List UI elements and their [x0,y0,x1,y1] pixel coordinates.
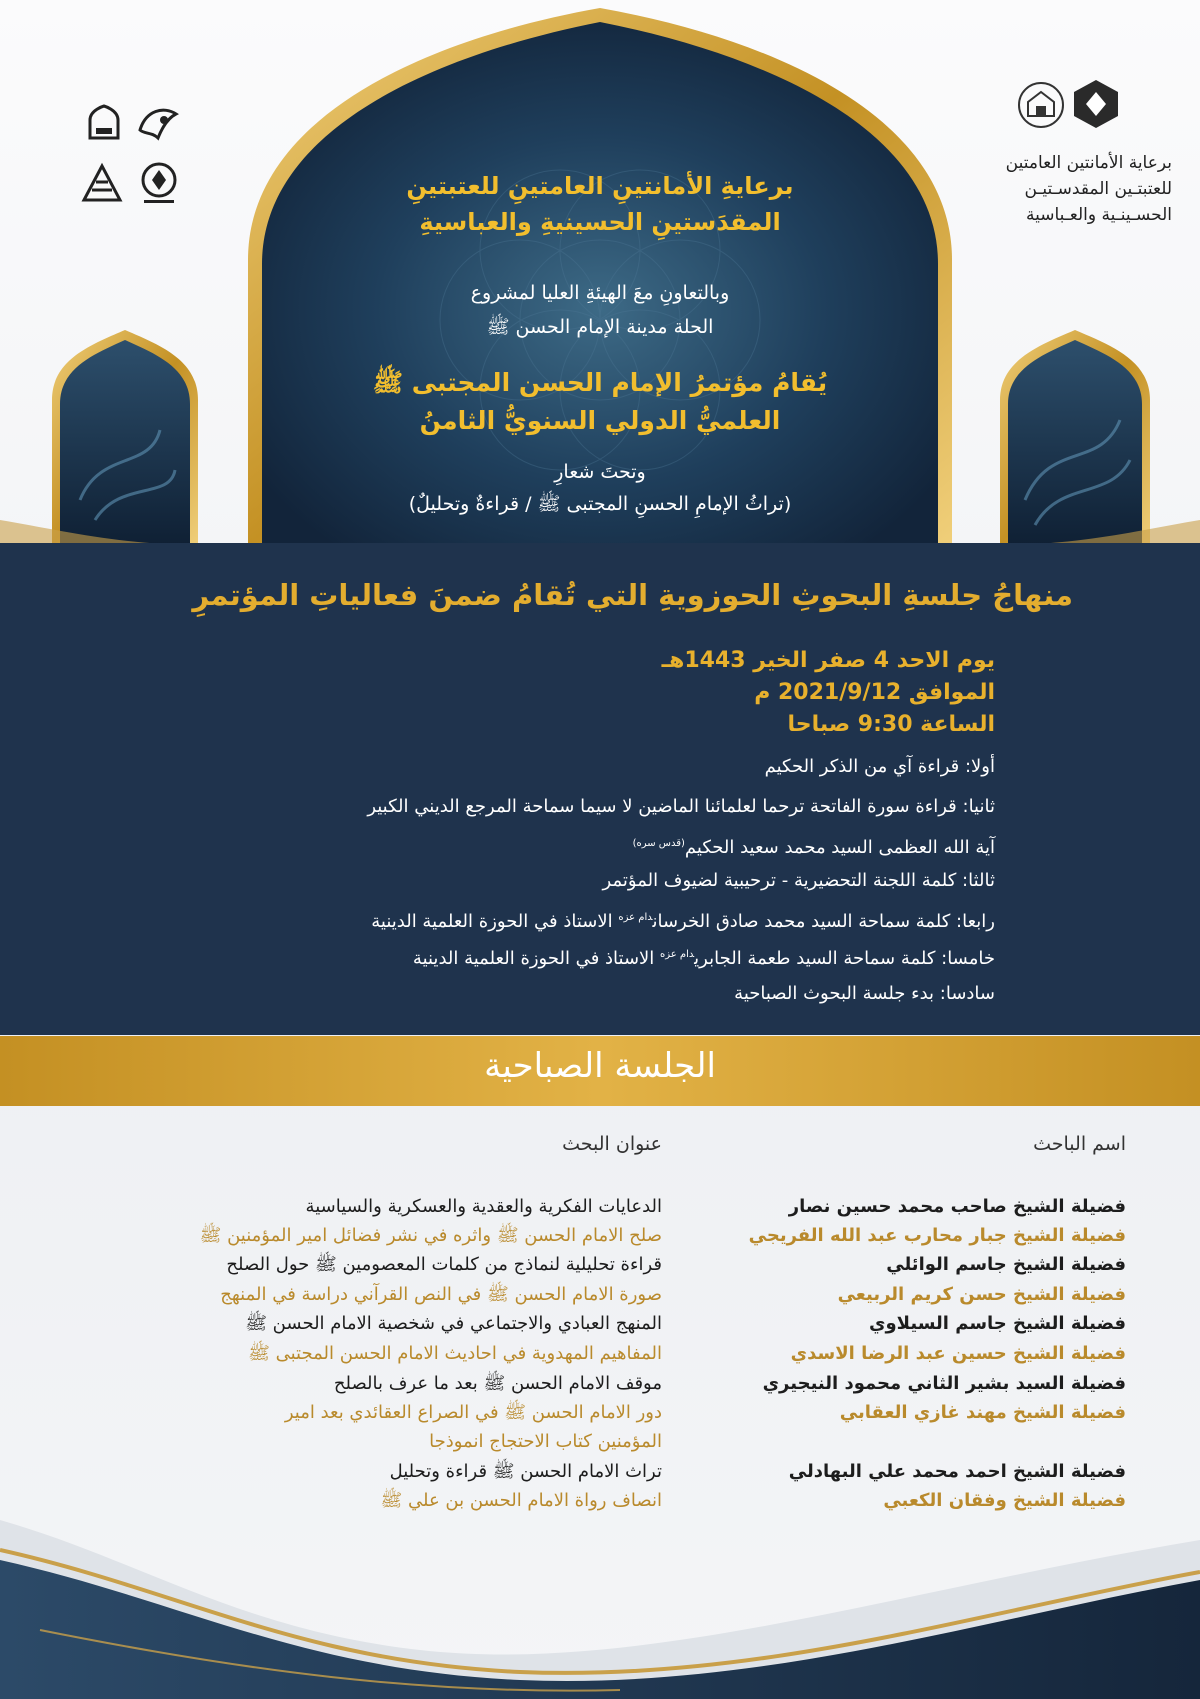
researcher-9: فضيلة الشيخ احمد محمد علي البهادلي [788,1461,1126,1482]
logo-left-bottom-2-icon [134,158,184,210]
program-item-5-role: الاستاذ في الحوزة العلمية الدينية [412,948,655,969]
research-title-8: دور الامام الحسن ﷺ في الصراع العقائدي بعد امير [284,1402,662,1423]
program-date-hijri: يوم الاحد 4 صفر الخير 1443هـ [661,648,995,673]
patron-line-2: المقدَستينِ الحسينيةِ والعباسيةِ [419,208,781,236]
bottom-wave-decoration [0,1480,1200,1699]
sponsor-line-3: الحسـينـية والعـباسية [1025,205,1172,225]
researcher-1: فضيلة الشيخ صاحب محمد حسين نصار [788,1196,1126,1217]
dam-note-1: دام عزه [618,912,653,923]
sponsor-text-right [912,150,1172,228]
program-item-4-text: رابعا: كلمة سماحة السيد محمد صادق الخرسان [652,911,995,932]
program-item-2-cont-text: آية الله العظمى السيد محمد سعيد الحكيم [684,837,995,858]
logo-left-top-2-icon [134,100,182,144]
arch-cooperation [260,276,940,344]
slogan-line-2: (تراثُ الإمامِ الحسنِ المجتبى ﷺ / قراءةٌ وتحليلٌ) [408,493,792,515]
coop-line-2: الحلة مدينة الإمام الحسن ﷺ [486,316,714,338]
arch-slogan [260,456,940,520]
program-item-6: سادسا: بدء جلسة البحوث الصباحية [734,983,995,1004]
researcher-10: فضيلة الشيخ وفقان الكعبي [883,1490,1126,1511]
researcher-3: فضيلة الشيخ جاسم الوائلي [886,1254,1126,1275]
researcher-5: فضيلة الشيخ جاسم السيلاوي [869,1313,1126,1334]
research-title-6: المفاهيم المهدوية في احاديث الامام الحسن المجتبى ﷺ [248,1343,662,1364]
logo-left-bottom-1-icon [78,160,126,206]
researcher-8: فضيلة الشيخ مهند غازي العقابي [839,1402,1126,1423]
researcher-7: فضيلة السيد بشير الثاني محمود النيجيري [762,1373,1126,1394]
dam-note-2: دام عزه [660,949,695,960]
arch-conference-title [260,364,940,440]
conf-line-1: يُقامُ مؤتمرُ الإمام الحسن المجتبى ﷺ [372,368,828,397]
slogan-line-1: وتحتَ شعارِ [554,461,646,483]
program-item-4 [0,903,995,937]
program-item-1: أولا: قراءة آي من الذكر الحكيم [764,756,995,777]
research-title-3: قراءة تحليلية لنماذج من كلمات المعصومين ﷺ حول الصلح [226,1254,662,1275]
researcher-4: فضيلة الشيخ حسن كريم الربيعي [837,1284,1126,1305]
col-title-header: عنوان البحث [562,1133,662,1155]
research-title-5: المنهج العبادي والاجتماعي في شخصية الامام الحسن ﷺ [245,1313,662,1334]
researcher-6: فضيلة الشيخ حسين عبد الرضا الاسدي [790,1343,1126,1364]
patron-line-1: برعايةِ الأمانتينِ العامتينِ للعتبتينِ [406,172,794,200]
logo-right-1-icon [1016,80,1066,130]
program-item-3: ثالثا: كلمة اللجنة التحضيرية - ترحيبية لضيوف المؤتمر [602,870,995,891]
coop-line-1: وبالتعاونِ معَ الهيئةِ العليا لمشروع [470,282,730,304]
logo-left-top-1-icon [84,102,124,142]
program-item-4-role: الاستاذ في الحوزة العلمية الدينية [371,911,613,932]
program-item-2: ثانيا: قراءة سورة الفاتحة ترحما لعلمائنا الماضين لا سيما سماحة المرجع الديني الكبير [367,796,995,817]
research-title-10: انصاف رواة الامام الحسن بن علي ﷺ [380,1490,662,1511]
program-heading: منهاجُ جلسةِ البحوثِ الحوزويةِ التي تُقامُ ضمنَ فعالياتِ المؤتمرِ [192,578,1073,612]
program-item-2-cont [0,829,995,863]
col-researcher-header: اسم الباحث [1033,1133,1126,1155]
conf-line-2: العلميُّ الدولي السنويُّ الثامنُ [419,406,781,435]
program-time: الساعة 9:30 صباحا [787,712,995,737]
program-item-5-text: خامسا: كلمة سماحة السيد طعمة الجابري [694,948,995,969]
sponsor-line-2: للعتبتـين المقدسـتيـن [1024,179,1172,199]
research-title-1: الدعايات الفكرية والعقدية والعسكرية والسياسية [305,1196,662,1217]
research-title-7: موقف الامام الحسن ﷺ بعد ما عرف بالصلح [333,1373,662,1394]
research-title-4: صورة الامام الحسن ﷺ في النص القرآني دراسة في المنهج [220,1284,662,1305]
qudds-note: (قدس سره) [632,838,685,849]
researcher-2: فضيلة الشيخ جبار محارب عبد الله الفريجي [748,1225,1126,1246]
arch-patron [260,168,940,240]
session-title: الجلسة الصباحية [484,1046,716,1086]
research-title-2: صلح الامام الحسن ﷺ واثره في نشر فضائل امير المؤمنين ﷺ [199,1225,662,1246]
research-title-8-cont: المؤمنين كتاب الاحتجاج انموذجا [429,1431,662,1452]
research-title-9: تراث الامام الحسن ﷺ قراءة وتحليل [389,1461,662,1482]
sponsor-line-1: برعاية الأمانتين العامتين [1005,153,1172,173]
logo-right-2-icon [1072,78,1120,130]
program-date-gregorian: الموافق 2021/9/12 م [754,680,995,705]
program-item-5 [0,940,995,974]
